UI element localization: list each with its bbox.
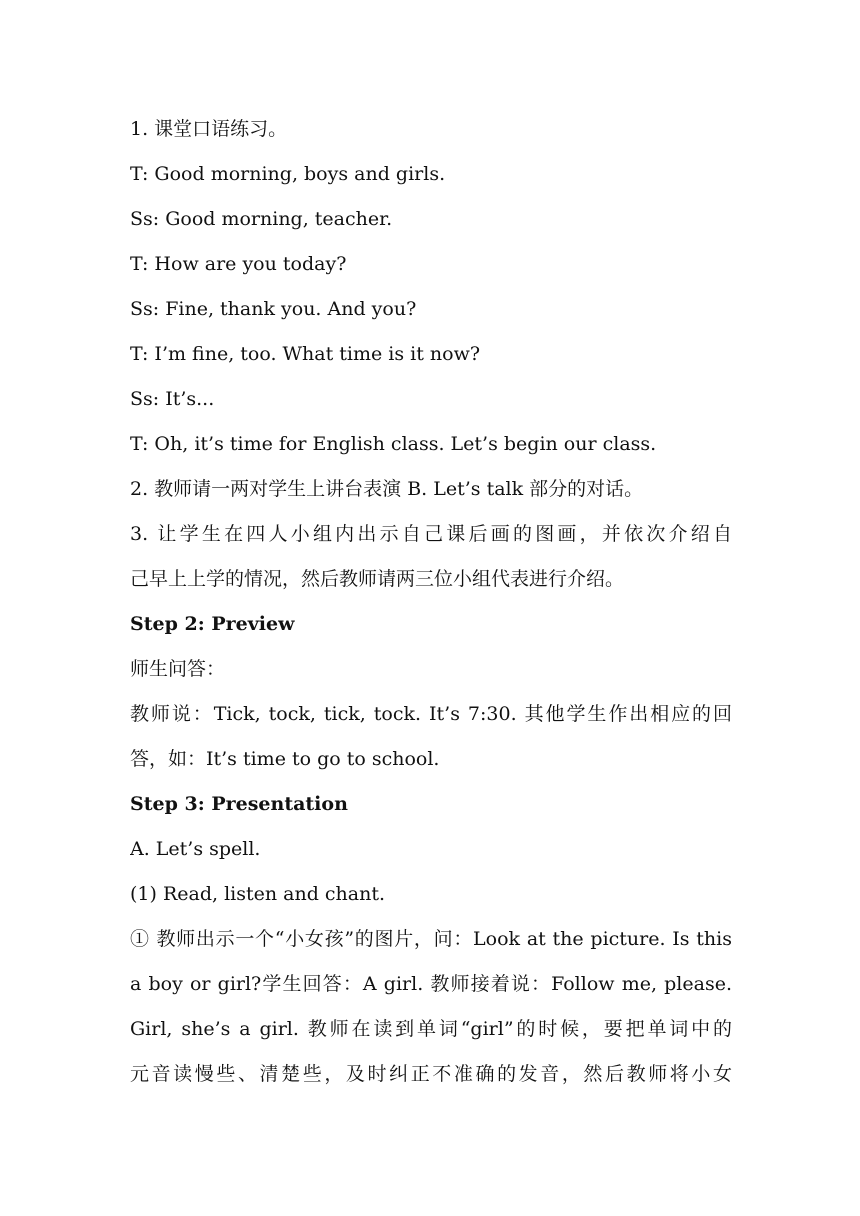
section-heading-presentation: Step 3: Presentation [130,793,348,815]
text-line-17: A. Let’s spell. [130,838,261,860]
text-line-4: T: How are you today? [130,253,347,275]
text-line-20: a boy or girl?学生回答：A girl. 教师接着说：Follow me, please. [130,973,732,995]
text-line-19: ① 教师出示一个“小女孩”的图片，问：Look at the picture. Is this [130,928,732,950]
text-line-2: T: Good morning, boys and girls. [130,163,446,185]
text-line-21: Girl, she’s a girl. 教师在读到单词“girl”的时候，要把单词中的 [130,1018,732,1040]
text-line-22: 元音读慢些、清楚些，及时纠正不准确的发音，然后教师将小女 [130,1063,732,1085]
text-line-6: T: I’m fine, too. What time is it now? [130,343,481,365]
text-line-7: Ss: It’s... [130,388,215,410]
text-line-14: 教师说：Tick, tock, tick, tock. It’s 7:30. 其他学生作出相应的回 [130,703,732,725]
text-line-18: (1) Read, listen and chant. [130,883,386,905]
text-line-13: 师生问答： [130,658,226,680]
text-line-5: Ss: Fine, thank you. And you? [130,298,417,320]
document-page [130,107,732,1097]
text-line-11: 己早上上学的情况，然后教师请两三位小组代表进行介绍。 [130,568,625,590]
text-line-1: 1. 课堂口语练习。 [130,118,288,140]
text-line-10: 3. 让学生在四人小组内出示自己课后画的图画，并依次介绍自 [130,523,732,545]
section-heading-preview: Step 2: Preview [130,613,295,635]
text-line-9: 2. 教师请一两对学生上讲台表演 B. Let’s talk 部分的对话。 [130,478,644,500]
text-line-15: 答，如：It’s time to go to school. [130,748,440,770]
text-line-3: Ss: Good morning, teacher. [130,208,393,230]
text-line-8: T: Oh, it’s time for English class. Let’s begin our class. [130,433,657,455]
